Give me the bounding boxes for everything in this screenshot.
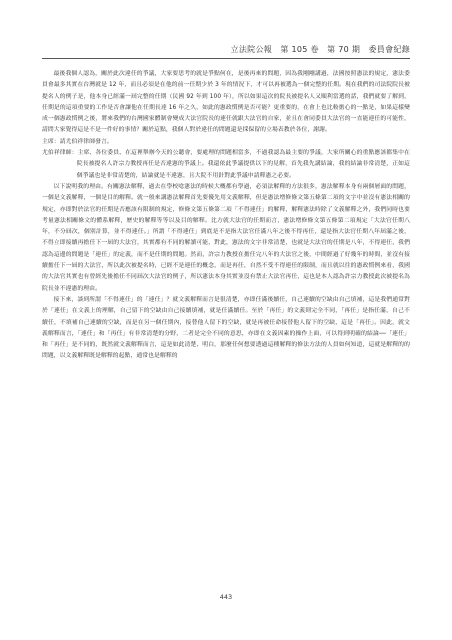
- speaker-turn-lawyer: [42, 148, 410, 182]
- speaker-text: 主席、各位委員、在這裡舉辦今天的公聽會，要處理的問題相當多，不過我認為最主要的爭議，大家所關心的重點應該都集中在院長被提名人許宗力教授再任是否違憲的爭議上。我還依此爭議提供以下的見解，首先我先講結論，我的結論非常清楚，正如這個爭議也是非常清楚的，結論就是不違憲，且大院不用針對此爭議申請釋憲之必要。: [76, 150, 410, 179]
- speaker-text: 請尤伯祥律師發言。: [59, 138, 113, 145]
- paragraph-definition: 接下來，談到所謂「不得連任」的「連任」？就文義解釋而言是很清楚，亦即任滿後續任，自己連續的空缺由自己填補，這是我們通常對於「連任」在文義上的理解，自己留下的空缺由自己接續填補，就是任滿續任。至於「再任」的文義則完全不同，「再任」是指任滿，自己不續任，不填補自己連續的空缺，而是在另一個任期內，接替他人留下的空缺，就是再被任命接替他人留下的空缺，這是「再任」。因此，就文義解釋而言，「連任」和「再任」有非常清楚的分野，二者是完全不同的意思，亦即在文義因素的操作上面，可以得到明確的結論──「連任」和「再任」是不同的，既然就文義解釋而言，這是如此清楚、明白，那麼任何想要透過這種解釋的修法方法的人員如何知道，這就是解釋的的問題，以文義解釋既是解釋的起點，通常也是解釋的: [42, 296, 410, 360]
- speaker-name: 尤伯祥律師：: [42, 150, 78, 157]
- gazette-header: 立法院公報 第 105 卷 第 70 期 委員會紀錄: [230, 45, 410, 54]
- paragraph-intro: 最後我個人認為，關於此次違任的爭議，大家要思考的就是爭點何在，是後再來的問題，因為我剛剛講過，法國按照憲法的規定，憲法委員會最多其實在台灣就是 12 年，而且必須是在他的前一任期少於 3 年的情況下，才可以再被選為一個完整的任期。現在我們的司法院院長被提名人的例子是，他本身已經滿一屆完整的任期（民國 92 年到 100 年），所以如果這次的院長被提名人又順利當選的話，我們就要了解到，任期是的這項重要的工作是否會讓他在任期長達 16 年之久，如此的憲政慣例是否可能？更重要的，在會上也比較擔心的一點是，如果這樣變成一個憲政慣例之後，將來我們的台灣國家體制會變成大法官院長的連任就跟大法官的自家，並且在會同委員大法官的一直能連任的可能性，請問大家覺得這是不是一件好的事情？關於這點，我個人對於違任的問題還是採保留的立場表教於各位，謝謝。: [42, 71, 410, 134]
- page-number: 443: [219, 593, 233, 601]
- speaker-turn-chair: [42, 137, 410, 148]
- header-divider: [42, 58, 410, 59]
- document-body: [42, 69, 410, 363]
- speaker-name: 主席：: [42, 138, 60, 145]
- paragraph-reasoning: 以下說明我的理由。有關憲法解釋，過去在學校唸憲法的時候大概都有學過，必須法解釋的方法很多，憲法解釋本身有兩個層面的問題，一個是文義解釋，一個是目的解釋。就一般來講憲法解釋首先要優先用文義解釋，但是憲法增修條文第五條第二項的文字中並沒有憲法相關的規定，亦即對於法官的任期是否應該有限制的規定，修條文第五條第二項「不得連任」的解釋，解釋憲法時除了文義解釋之外，我們同時也要考量憲法相關條文的體系解釋，歷史的解釋等等以及目的解釋。比方就大法官的任期而言，憲法增修條文第五條第二項規定「大法官任期八年，不分屆次，個別計算，並不得連任。」所謂「不得連任」到底是不是指大法官任滿八年之後不得再任，還是指大法官任期八年屆滿之後，不得立即接續再擔任下一屆的大法官，其實都有不同的解讀可能，對此，憲法的文字非常清楚，也就是大法官的任期是八年，不得連任，我們認為這邊的問題是「連任」的定義，而不是任期的問題。然而，許宗力教授在擔任完八年的大法官之後，中間經過了好幾年的時間，並沒有接續擔任下一屆的大法官，所以此次被提名時，已經不是連任的概念，而是再任，自然不受不得連任的限制，而且就以往的憲政慣例來看，我國的大法官其實也有曾經先後擔任不同屆次大法官的例子，所以憲法本身其實並沒有禁止大法官再任，這也是本人認為許宗力教授此次被提名為院長並不違憲的理由。: [42, 183, 410, 292]
